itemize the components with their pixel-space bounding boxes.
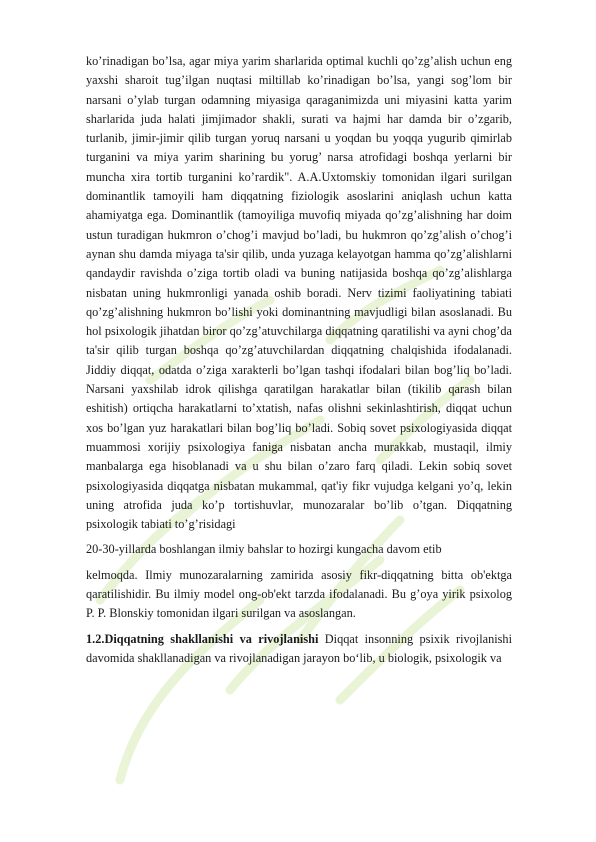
section-text: Diqqat insonning psixik rivojlanishi davomida shakllanadigan va rivojlanadigan jarayon bo‘lib, u biologik, psixologik va bbox=[86, 631, 512, 665]
paragraph-discussion: kelmoqda. Ilmiy munozaralarning zamirida asosiy fikr-diqqatning bitta ob'ektga qaratilishidir. Bu ilmiy model ong-ob'ekt tarzda ifodalanadi. Bu g’oya yirik psixolog P. P. Blonskiy tomonidan ilgari surilgan va asoslangan. bbox=[86, 567, 512, 621]
section-heading: 1.2.Diqqatning shakllanishi va rivojlanishi bbox=[86, 631, 319, 646]
paragraph-main: ko’rinadigan bo’lsa, agar miya yarim sharlarida optimal kuchli qo’zg’alish uchun eng yaxshi sharoit tug’ilgan nuqtasi miltillab ko’rinadigan bo’lsa, yangi sog’lom bir narsani o’ylab turgan odamning miyasiga qaraganimizda uni miyasini katta yarim sharlarida juda halati jimjimador shakli, surati va hajmi har damda bir o’zgarib, turlanib, jimir-jimir qilib turgan yoruq narsani u yoqdan bu yoqqa yugurib qimirlab turganini va miya yarim sharining bu yorug’ narsa atrofidagi boshqa yerlarni bir muncha xira tortib turganini ko’rardik". A.A.Uxtomskiy tomonidan ilgari surilgan dominantlik tamoyili ham diqqatning fiziologik asoslarini aniqlash uchun katta ahamiyatga ega. Dominantlik (tamoyiliga muvofiq miyada qo’zg’alishning har doim ustun turadigan hukmron o’chog’i mavjud bo’ladi, bu hukmron qo’zg’alish o’chog’i aynan shu damda miyaga ta'sir qilib, unda yuzaga kelayotgan hamma qo’zg’alishlarni qandaydir ravishda o’ziga tortib oladi va buning natijasida boshqa qo’zg’alishlarga nisbatan uning hukmronligi yanada oshib boradi. Nerv tizimi faoliyatining tabiati qo’zg’alishning hukmron bo’lishi yoki dominantning mavjudligi bilan asoslanadi. Bu hol psixologik jihatdan biror qo’zg’atuvchilarga diqqatning qaratilishi va ayni chog’da ta'sir qilib turgan boshqa qo’zg’atuvchilardan diqqatning chalqishida ifodalanadi. Jiddiy diqqat, odatda o’ziga xarakterli bo’lgan tashqi ifodalari bilan bog’liq bo’ladi. Narsani yaxshilab idrok qilishga qaratilgan harakatlar bilan (tikilib qarash bilan eshitish) ortiqcha harakatlarni to’xtatish, nafas olishni sekinlashtirish, diqqat uchun xos bo’lgan yuz harakatlari bilan bog’liq bo’ladi. Sobiq sovet psixologiyasida diqqat muammosi xorijiy psixologiya faniga nisbatan ancha murakkab, mustaqil, ilmiy manbalarga ega hisoblanadi va u shu bilan o’zaro farq qiladi. Lekin sobiq sovet psixologiyasida diqqatga nisbatan mukammal, qat'iy fikr vujudga kelgani yo’q, lekin uning atrofida juda ko’p tortishuvlar, munozaralar bo’lib o’tgan. Diqqatning psixologik tabiati to’g’risidagi bbox=[86, 54, 512, 532]
section-paragraph bbox=[86, 630, 512, 669]
paragraph-years: 20-30-yillarda boshlangan ilmiy bahslar to hozirgi kungacha davom etib bbox=[86, 542, 442, 557]
document-body bbox=[86, 52, 512, 668]
